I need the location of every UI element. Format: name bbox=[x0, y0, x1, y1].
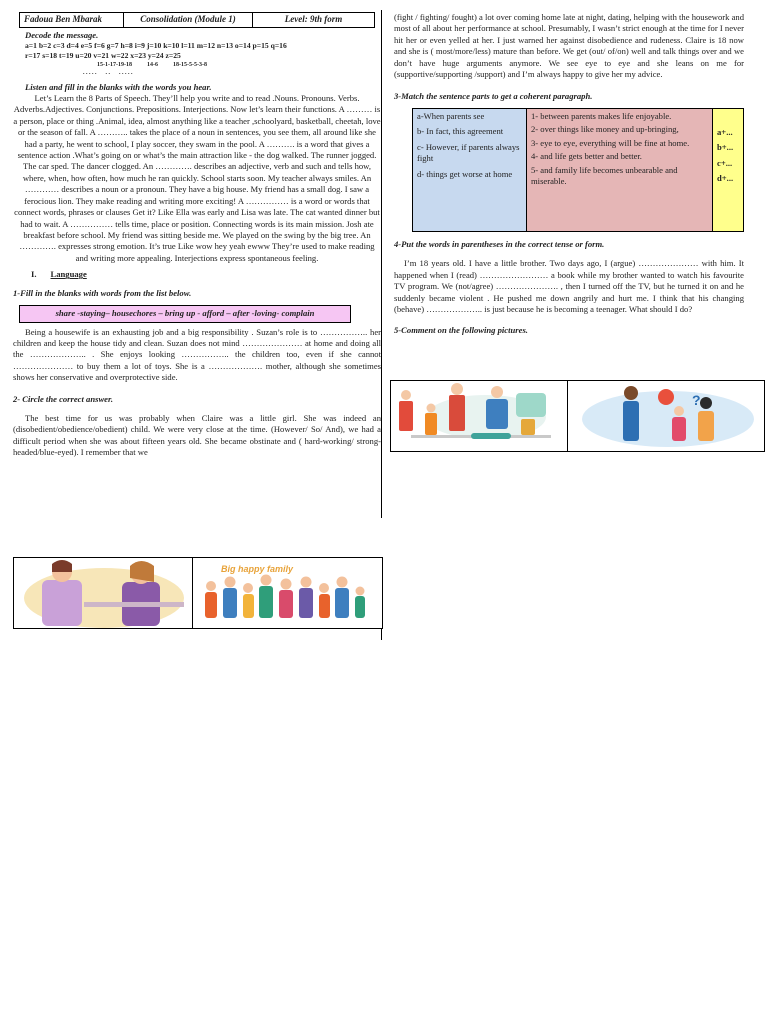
ex2-text-left: The best time for us was probably when Claire was a little girl. She was indeed an (disobedient/obedience/obedient) child. We were very close at the time. (However/ So/ And), we had a difficult period when she was about fifteen years old. She became obstinate and ( hard-working/ strong-headed/blue-eyed). I remember that we bbox=[13, 413, 381, 458]
listen-title: Listen and fill in the blanks with the words you hear. bbox=[25, 81, 212, 92]
decode-title: Decode the message. bbox=[25, 29, 99, 40]
ex1-title: 1-Fill in the blanks with words from the list below. bbox=[13, 287, 192, 298]
code-numbers: 15-1-17-19-18 14-6 18-15-5-5-3-8 bbox=[97, 61, 207, 68]
match-answer[interactable]: c+... bbox=[717, 157, 733, 168]
match-column-b bbox=[527, 109, 713, 231]
match-b-item: 5- and family life becomes unbearable and miserable. bbox=[531, 164, 678, 187]
ex3-title: 3-Match the sentence parts to get a coherent paragraph. bbox=[394, 90, 593, 101]
ex2-text-right: (fight / fighting/ fought) a lot over coming home late at night, dating, helping with the housework and most of all about her performance at school. Presumably, I wasn’t strict enough at the time for I never hit her or even yelled at her. I just warned her against disobedience and rudeness. Claire is 18 now and she is ( most/more/less) mature than before. We get (out/ of/on) well and talk things over and we don’t have huge arguments anymore. We see eye to eye and she leans on me for (supportive/supporting /support) and I’m always happy to give her my advice. bbox=[394, 12, 744, 80]
match-a-item: b- In fact, this agreement bbox=[417, 126, 504, 137]
parents-child-picture bbox=[567, 380, 765, 452]
ex5-title: 5-Comment on the following pictures. bbox=[394, 325, 528, 336]
ex2-title: 2- Circle the correct answer. bbox=[13, 393, 114, 404]
match-answer[interactable]: b+... bbox=[717, 142, 734, 153]
big-family-picture bbox=[192, 557, 383, 629]
match-b-item: 4- and life gets better and better. bbox=[531, 151, 642, 162]
ex1-text: Being a housewife is an exhausting job and a big responsibility . Suzan’s role is to …………….. her children and keep the house tidy and clean. Suzan does not mind ………………… at home and doing all the ……………….. . She enjoys looking …………….. the children too, even if she cannot ………………… to buy them a lot of toys. She is a ………………. mother, although she sometimes shows her conservative and overprotective side. bbox=[13, 326, 381, 383]
matching-table bbox=[412, 108, 744, 232]
right-column bbox=[394, 12, 744, 337]
mother-daughter-picture bbox=[13, 557, 194, 629]
module-title: Consolidation (Module 1) bbox=[124, 13, 253, 27]
match-b-item: 3- eye to eye, everything will be fine at home. bbox=[531, 137, 690, 148]
match-b-item: 2- over things like money and up-bringing, bbox=[531, 124, 679, 135]
header-table bbox=[19, 12, 375, 28]
family-banner-text: Big happy family bbox=[221, 564, 294, 574]
match-a-item: a-When parents see bbox=[417, 110, 485, 121]
ex4-text: I’m 18 years old. I have a little brother. Two days ago, I (argue) ………………… with him. It happened when I (read) …………………… a book while my brother wanted to watch his favourite TV program. We (not/agree) …………………. , then I turned off the TV, but he turned it on and he suddenly became violent . He pushed me down angrily and hurt me. I think that his changing (behave) ……………….. is just because he is becoming a teenager. What should I do? bbox=[394, 258, 744, 315]
match-answer[interactable]: d+... bbox=[717, 173, 734, 184]
listen-text: Let’s Learn the 8 Parts of Speech. They’ll help you write and to read .Nouns. Pronouns. Verbs. Adverbs.Adjectives. Conjunctions. Prepositions. Interjections. Now let’s learn their functions. A ……… is a person, place or thing .Animal, idea, almost anything like a teacher ,schoolyard, basketball, cheetah, love or the season of fall. A ……….. takes the place of a noun in sentences, you see them, all around like she had a party, he went to school, I play soccer, they swam in the pool. A ………. is a word that gives a sentence action .What’s going on or what’s the main attraction like - the dog walked. The runner jogged. The car sped. The dancer clogged. An …………. describes an adjective, verb and such and tells how, where, when, how often, how much he ran quickly. School starts soon. My teacher always smiles. An ………… describes a noun or a pronoun. They have a big house. My friend has a small dog. I saw a ferocious lion. They make reading and writing more exciting! A …………… is a word or words that connect words, phrases or clauses Get it? Like Ella was early and Lisa was late. The cat wanted dinner but had to wait. A …………… tells time, place or position. Connecting words is its main mission. Josh ate breakfast before school. My friend was sitting beside me. We played on the swing by the big tree. An …………. expresses strong emotion. It’s true Like wow hey yeah ewww They’re used to make reading and writing more appealing. Interjections express spontaneous feeling. bbox=[13, 92, 381, 263]
language-number: I. bbox=[31, 269, 37, 280]
code-dots: . . . . . . . . . . . . bbox=[83, 69, 133, 76]
match-answer-column bbox=[713, 109, 743, 231]
code-line-2: r=17 s=18 t=19 u=20 v=21 w=22 x=23 y=24 z=25 bbox=[25, 51, 181, 61]
match-a-item: d- things get worse at home bbox=[417, 168, 513, 179]
code-line-1: a=1 b=2 c=3 d=4 e=5 f=6 g=7 h=8 i=9 j=10 k=10 l=11 m=12 n=13 o=14 p=15 q=16 bbox=[25, 41, 287, 51]
match-column-a bbox=[413, 109, 527, 231]
parents-child-illustration bbox=[568, 381, 764, 451]
match-b-item: 1- between parents makes life enjoyable. bbox=[531, 110, 672, 121]
author-name: Fadoua Ben Mbarak bbox=[20, 13, 124, 27]
match-answer[interactable]: a+... bbox=[717, 126, 733, 137]
mother-daughter-illustration bbox=[14, 558, 193, 628]
level-label: Level: 9th form bbox=[284, 14, 343, 24]
column-divider bbox=[381, 10, 382, 518]
family-cleaning-illustration bbox=[391, 381, 568, 451]
left-column bbox=[13, 12, 381, 459]
match-a-item: c- However, if parents always fight bbox=[417, 141, 520, 164]
family-cleaning-picture bbox=[390, 380, 569, 452]
language-title: Language bbox=[50, 269, 87, 280]
ex4-title: 4-Put the words in parentheses in the correct tense or form. bbox=[394, 238, 605, 249]
svg-text:?: ? bbox=[692, 392, 701, 408]
language-heading bbox=[31, 269, 381, 280]
word-list-box: share -staying– housechores – bring up - afford – after -loving- complain bbox=[19, 305, 351, 322]
